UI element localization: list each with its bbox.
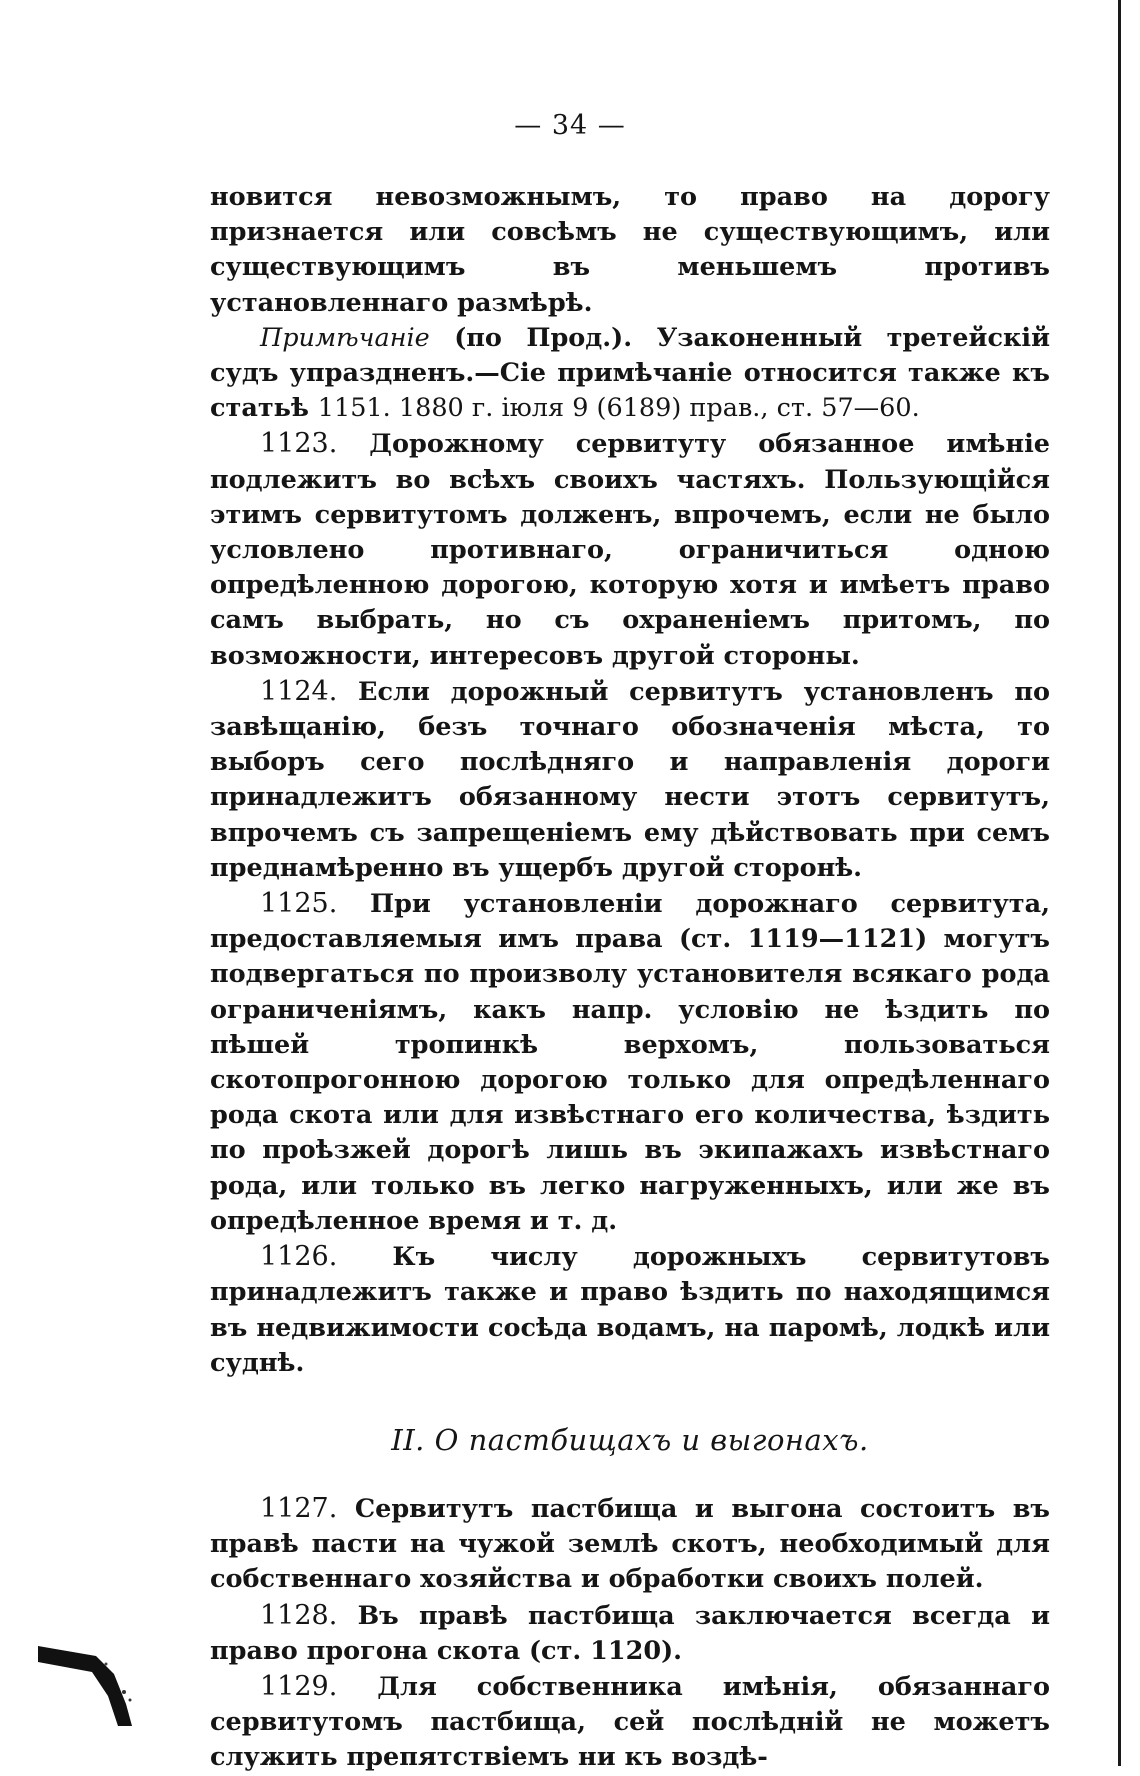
article-1124: [210, 674, 1050, 886]
article-text: Дорожному сервитуту обязанное имѣніе подлежитъ во всѣхъ своихъ частяхъ. Пользующійся этимъ сервитутомъ долженъ, впрочемъ, если не было условлено противнаго, ограничиться одною опредѣленною дорогою, которую хотя и имѣетъ право самъ выбрать, но съ охраненіемъ притомъ, по возможности, интересовъ другой стороны.: [210, 429, 1050, 671]
article-1125: [210, 886, 1050, 1239]
page-number: — 34 —: [514, 110, 626, 141]
ink-smudge-icon: [36, 1634, 136, 1729]
article-1127: [210, 1491, 1050, 1598]
article-number: 1126.: [260, 1241, 338, 1273]
note-text: (по Прод.). Узаконенный третейскій судъ упраздненъ.—Сіе примѣчаніе относится также къ статьѣ: [210, 322, 1050, 424]
article-number: 1125.: [260, 888, 338, 920]
article-number: 1128.: [260, 1599, 338, 1631]
article-text: Сервитутъ пастбища и выгона состоитъ въ правѣ пасти на чужой землѣ скотъ, необходимый для собственнаго хозяйства и обработки своихъ полей.: [210, 1493, 1050, 1595]
article-text: Къ числу дорожныхъ сервитутовъ принадлежитъ также и право ѣздить по находящимся въ недвижимости сосѣда водамъ, на паромѣ, лодкѣ или суднѣ.: [210, 1242, 1050, 1378]
article-number: 1123.: [260, 428, 338, 460]
article-1128: [210, 1598, 1050, 1669]
article-1126: [210, 1239, 1050, 1381]
note-label: Примѣчаніе: [260, 322, 430, 353]
body-text: [210, 180, 1050, 1776]
article-number: 1129.: [260, 1670, 338, 1702]
article-1129: [210, 1669, 1050, 1776]
article-text: Въ правѣ пастбища заключается всегда и право прогона скота (ст. 1120).: [210, 1600, 1050, 1666]
section-heading: II. О пастбищахъ и выгонахъ.: [391, 1422, 869, 1457]
note-paragraph: [210, 321, 1050, 427]
article-1123: [210, 426, 1050, 673]
article-text: Если дорожный сервитутъ установленъ по завѣщанію, безъ точнаго обозначенія мѣста, то выборъ сего послѣдняго и направленія дороги принадлежитъ обязанному нести этотъ сервитутъ, впрочемъ съ запрещеніемъ ему дѣйствовать при семъ преднамѣренно въ ущербъ другой сторонѣ.: [210, 676, 1050, 883]
page-edge-line: [1118, 0, 1121, 1766]
article-text: При установленіи дорожнаго сервитута, предоставляемыя имъ права (ст. 1119—1121) могутъ подвергаться по произволу установителя всякаго рода ограниченіямъ, какъ напр. условію не ѣздить по пѣшей тропинкѣ верхомъ, пользоваться скотопрогонною дорогою только для опредѣленнаго рода скота или для извѣстнаго его количества, ѣздить по проѣзжей дорогѣ лишь въ экипажахъ извѣстнаго рода, или только въ легко нагруженныхъ, или же въ опредѣленное время и т. д.: [210, 889, 1050, 1236]
article-number: 1127.: [260, 1492, 338, 1524]
article-text: Для собственника имѣнія, обязаннаго сервитутомъ пастбища, сей послѣдній не можетъ служить препятствіемъ ни къ воздѣ-: [210, 1671, 1050, 1773]
note-reference: 1151. 1880 г. іюля 9 (6189) прав., ст. 57—60.: [317, 393, 920, 424]
article-number: 1124.: [260, 675, 338, 707]
paragraph-continuation: новится невозможнымъ, то право на дорогу признается или совсѣмъ не существующимъ, или существующимъ въ меньшемъ противъ установленнаго размѣрѣ.: [210, 182, 1050, 318]
